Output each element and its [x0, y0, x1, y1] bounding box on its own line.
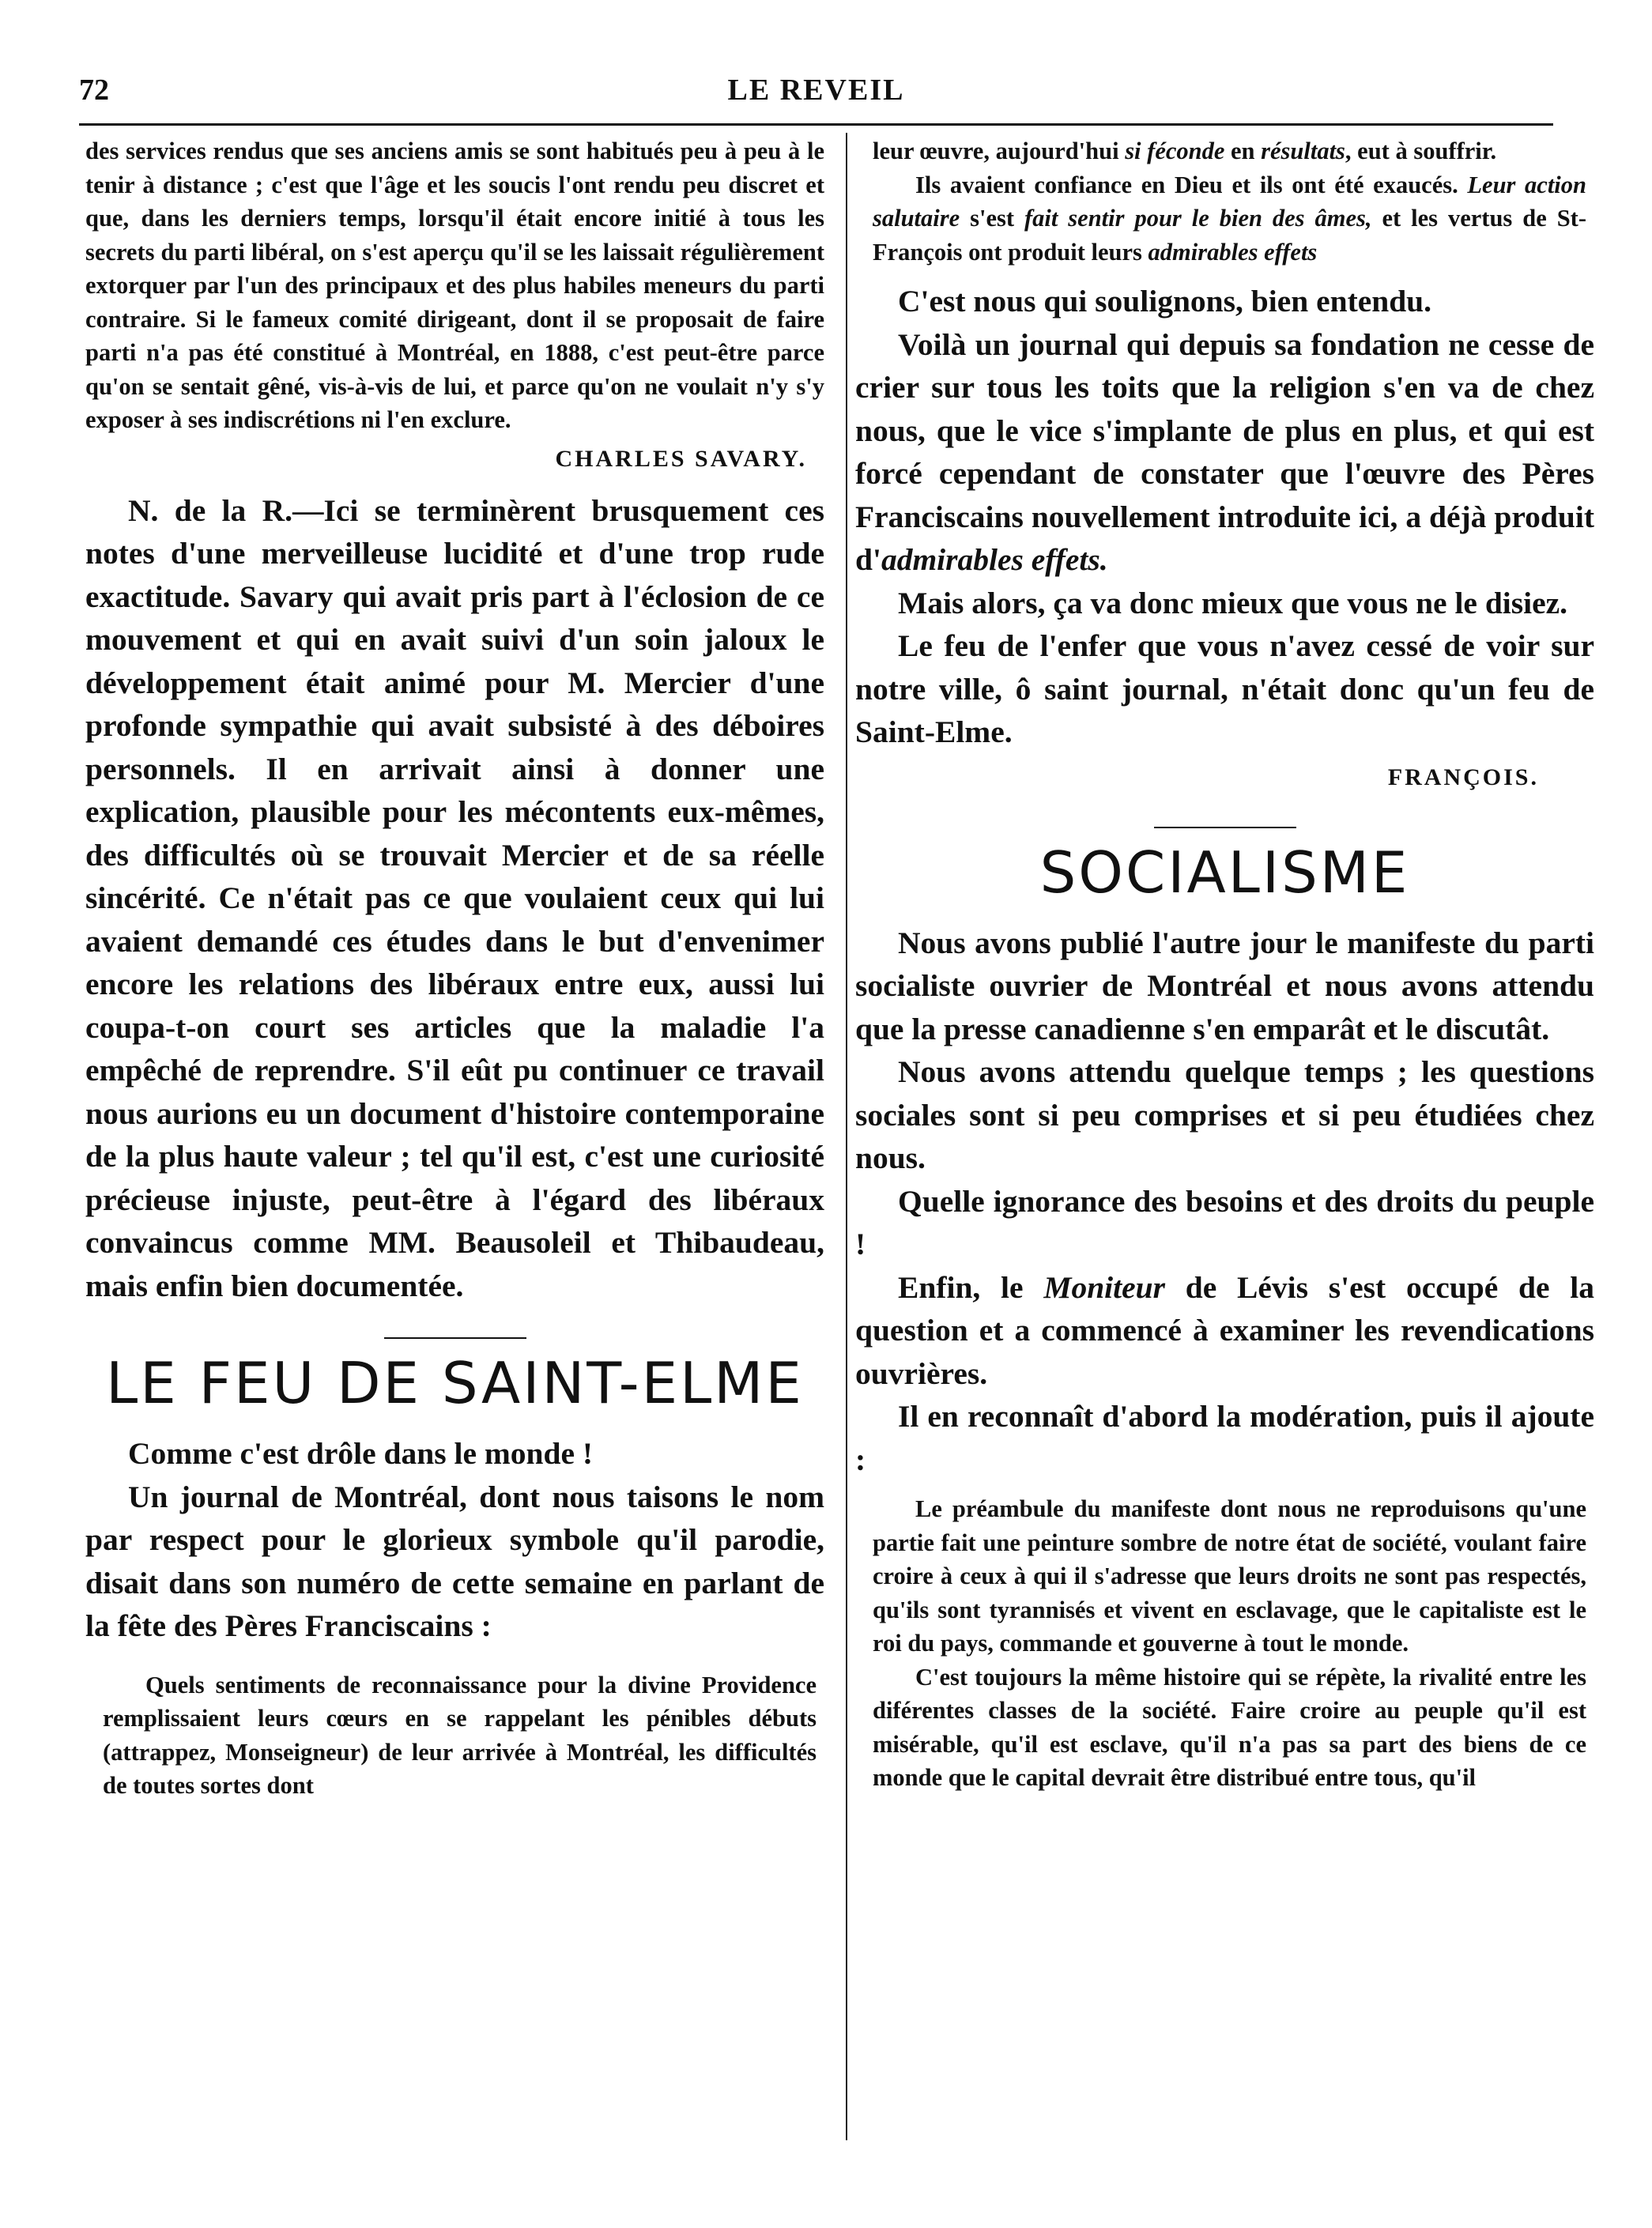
- feu-quote-1: Quels sentiments de reconnaissance pour la divine Providence remplissaient leurs cœurs en se rappelant les pénibles débuts (attrappez, Monseigneur) de leur arrivée à Montréal, les difficultés de toutes sortes dont: [103, 1671, 817, 1799]
- socialisme-quote-2: C'est toujours la même histoire qui se répète, la rivalité entre les diférentes classes de la société. Faire croire au peuple qu'il est misérable, qu'il est esclave, qu'il n'a pas sa part des biens de ce monde que le capital devrait être distribué entre tous, qu'il: [873, 1663, 1586, 1791]
- socialisme-paragraph-4: Enfin, le Moniteur de Lévis s'est occupé de la question et a commencé à examiner les revendications ouvrières.: [855, 1269, 1594, 1391]
- right-column: [855, 134, 1594, 1795]
- feu-paragraph-6: Le feu de l'enfer que vous n'avez cessé de voir sur notre ville, ô saint journal, n'était donc qu'un feu de Saint-Elme.: [855, 628, 1594, 749]
- editor-note: N. de la R.—Ici se terminèrent brusquement ces notes d'une merveilleuse lucidité et d'une trop rude exactitude. Savary qui avait pris part à l'éclosion de ce mouvement et qui en avait suivi d'un soin jaloux le développement était animé pour M. Mercier d'une profonde sympathie qui avait subsisté à des déboires personnels. Il en arrivait ainsi à donner une explication, plausible pour les mécontents eux-mêmes, des difficultés où se trouvait Mercier et de sa réelle sincérité. Ce n'était pas ce que voulaient ceux qui lui avaient demandé ces études dans le but d'envenimer encore les relations des libéraux entre eux, aussi lui coupa-t-on court ses articles que la maladie l'a empêché de reprendre. S'il eût pu continuer ce travail nous aurions eu un document d'histoire contemporaine de la plus haute valeur ; tel qu'il est, c'est une curiosité précieuse injuste, peut-être à l'égard des libéraux convaincus comme MM. Beausoleil et Thibaudeau, mais enfin bien documentée.: [85, 492, 824, 1303]
- socialisme-paragraph-1: Nous avons publié l'autre jour le manifeste du parti socialiste ouvrier de Montréal et nous avons attendu que la presse canadienne s'en emparât et le discutât.: [855, 925, 1594, 1046]
- article-title-feu-saint-elme: LE FEU DE SAINT-ELME: [106, 1350, 804, 1416]
- page-number: 72: [79, 74, 109, 107]
- article-title-socialisme: SOCIALISME: [1039, 839, 1410, 906]
- socialisme-paragraph-3: Quelle ignorance des besoins et des droits du peuple !: [855, 1183, 1594, 1261]
- savary-article-end: des services rendus que ses anciens amis se sont habitués peu à peu à le tenir à distance ; c'est que l'âge et les soucis l'ont rendu peu discret et que, dans les derniers temps, lorsqu'il était encore initié à tous les secrets du parti libéral, on s'est aperçu qu'il se les laissait régulièrement extorquer par l'un des principaux et des plus habiles meneurs du parti contraire. Si le fameux comité dirigeant, dont il se proposait de faire parti n'a pas été constitué à Montréal, en 1888, c'est peut-être parce qu'on se sentait gêné, vis-à-vis de lui, et parce qu'on ne voulait n'y s'y exposer à ses indiscrétions ni l'en exclure.: [85, 138, 824, 433]
- signature-savary: CHARLES SAVARY.: [555, 445, 807, 472]
- socialisme-paragraph-2: Nous avons attendu quelque temps ; les questions sociales sont si peu comprises et si peu étudiées chez nous.: [855, 1054, 1594, 1175]
- section-separator: [384, 1337, 526, 1339]
- page-header: [79, 73, 1553, 114]
- feu-paragraph-5: Mais alors, ça va donc mieux que vous ne le disiez.: [898, 585, 1568, 620]
- running-title: LE REVEIL: [727, 74, 905, 107]
- feu-paragraph-3: C'est nous qui soulignons, bien entendu.: [898, 284, 1432, 319]
- header-rule: [79, 123, 1553, 126]
- left-column: [85, 134, 824, 1803]
- feu-quote-2: Ils avaient confiance en Dieu et ils ont été exaucés. Leur action salutaire s'est fait sentir pour le bien des âmes, et les vertus de St-François ont produit leurs admirables effets: [873, 171, 1586, 266]
- feu-paragraph-1: Comme c'est drôle dans le monde !: [128, 1436, 594, 1471]
- socialisme-paragraph-5: Il en reconnaît d'abord la modération, puis il ajoute :: [855, 1399, 1594, 1477]
- feu-paragraph-4: Voilà un journal qui depuis sa fondation ne cesse de crier sur tous les toits que la religion s'en va de chez nous, que le vice s'implante de plus en plus, et qui est forcé cependant de constater que l'œuvre des Pères Franciscains nouvellement introduite ici, a déjà produit d'admirables effets.: [855, 326, 1594, 577]
- section-separator: [1154, 827, 1296, 828]
- socialisme-quote-1: Le préambule du manifeste dont nous ne reproduisons qu'une partie fait une peinture sombre de notre état de société, voulant faire croire à ceux à qui il s'adresse que leurs droits ne sont pas respectés, qu'ils sont tyrannisés et vivent en esclavage, que le capitaliste est le roi du pays, commande et gouverne à tout le monde.: [873, 1495, 1586, 1657]
- column-divider: [846, 133, 847, 2140]
- signature-francois: FRANÇOIS.: [1387, 763, 1539, 790]
- feu-quote-1-continued: leur œuvre, aujourd'hui si féconde en résultats, eut à souffrir.: [873, 138, 1497, 164]
- feu-paragraph-2: Un journal de Montréal, dont nous taisons le nom par respect pour le glorieux symbole qu'il parodie, disait dans son numéro de cette semaine en parlant de la fête des Pères Franciscains :: [85, 1479, 824, 1643]
